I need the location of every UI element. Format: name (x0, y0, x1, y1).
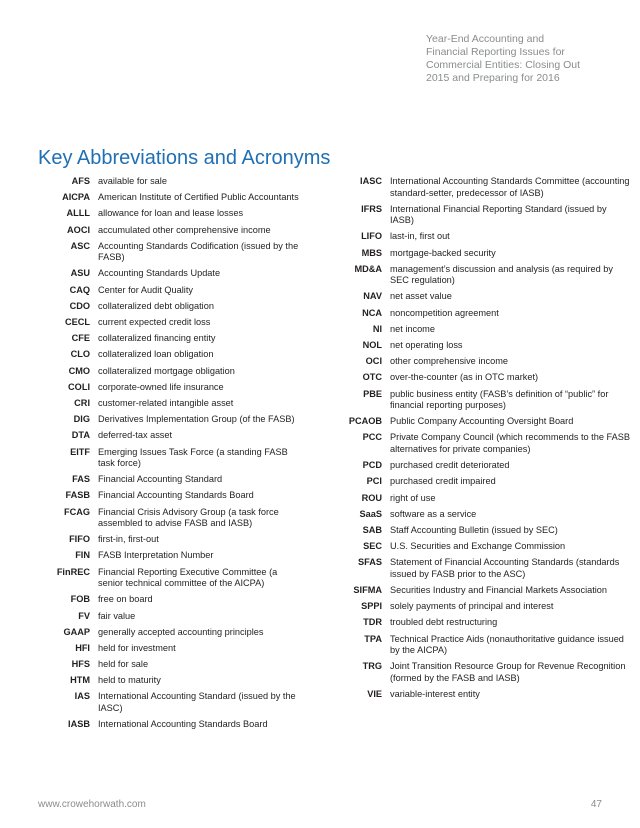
abbreviation-definition: right of use (390, 492, 436, 503)
abbreviation-term: FCAG (63, 506, 90, 517)
abbreviations-left-column (30, 176, 300, 735)
abbreviation-term: FIFO (69, 534, 90, 545)
abbreviation-definition: purchased credit deteriorated (390, 460, 510, 471)
abbreviation-term: OCI (365, 356, 382, 367)
header-line: 2015 and Preparing for 2016 (426, 72, 560, 84)
abbreviation-term: ALLL (66, 208, 90, 219)
abbreviation-term: MD&A (354, 263, 382, 274)
abbreviation-definition: Public Company Accounting Oversight Board (390, 416, 574, 427)
abbreviation-definition: Financial Accounting Standard (98, 474, 223, 485)
abbreviation-definition: purchased credit impaired (390, 476, 496, 487)
abbreviations-right-column (330, 176, 630, 705)
abbreviation-definition: Financial Reporting Executive Committee (a senior technical committee of the AICPA) (98, 566, 278, 589)
abbreviation-term: IAS (74, 691, 90, 702)
abbreviation-definition: generally accepted accounting principles (98, 626, 264, 637)
abbreviation-term: ASC (70, 240, 90, 251)
abbreviation-definition: accumulated other comprehensive income (98, 224, 271, 235)
abbreviation-definition: deferred-tax asset (98, 430, 173, 441)
abbreviation-term: CRI (74, 397, 90, 408)
abbreviation-term: DTA (71, 430, 90, 441)
abbreviation-definition: first-in, first-out (98, 534, 159, 545)
abbreviation-definition: collateralized debt obligation (98, 300, 214, 311)
abbreviation-row (30, 192, 300, 204)
abbreviation-term: NAV (363, 291, 382, 302)
abbreviation-term: PBE (363, 388, 382, 399)
abbreviation-term: TDR (363, 617, 382, 628)
abbreviation-row (30, 333, 300, 345)
abbreviation-term: ASU (70, 268, 90, 279)
abbreviation-definition: International Accounting Standard (issued by the IASC) (98, 691, 296, 713)
abbreviation-row (330, 308, 630, 320)
abbreviation-row (330, 372, 630, 384)
abbreviation-term: OTC (362, 372, 382, 383)
abbreviation-term: SEC (363, 541, 382, 552)
abbreviation-row (30, 567, 300, 590)
abbreviation-row (30, 382, 300, 394)
abbreviation-definition: U.S. Securities and Exchange Commission (390, 541, 566, 552)
abbreviation-term: MBS (361, 247, 382, 258)
abbreviation-row (330, 661, 630, 684)
abbreviation-row (330, 509, 630, 521)
abbreviation-term: SIFMA (353, 584, 382, 595)
abbreviation-definition: variable-interest entity (390, 688, 480, 699)
abbreviation-definition: Accounting Standards Codification (issued by the FASB) (98, 240, 299, 263)
abbreviation-definition: Center for Audit Quality (98, 284, 193, 295)
abbreviation-definition: Private Company Council (which recommends to the FASB alternatives for private companies) (390, 432, 630, 454)
abbreviation-row (30, 691, 300, 714)
header-line: Year-End Accounting and (426, 33, 545, 45)
abbreviation-term: PCC (362, 432, 382, 443)
abbreviation-row (30, 285, 300, 297)
abbreviation-row (30, 176, 300, 188)
page-number: 47 (590, 799, 602, 810)
abbreviation-row (330, 689, 630, 701)
abbreviation-row (330, 493, 630, 505)
abbreviation-term: FOB (70, 594, 90, 605)
abbreviation-row (30, 398, 300, 410)
abbreviation-row (330, 176, 630, 199)
abbreviation-term: FV (78, 610, 90, 621)
abbreviation-term: SPPI (361, 601, 382, 612)
abbreviation-row (30, 643, 300, 655)
abbreviation-term: TPA (364, 633, 382, 644)
abbreviation-row (30, 430, 300, 442)
abbreviation-term: CAQ (69, 284, 90, 295)
abbreviation-term: HTM (70, 675, 90, 686)
abbreviation-definition: net operating loss (390, 340, 463, 350)
abbreviation-term: SaaS (359, 508, 382, 519)
abbreviation-definition: management’s discussion and analysis (as required by SEC regulation) (390, 263, 614, 286)
abbreviation-definition: public business entity (FASB’s definition of “public” for financial reporting purposes) (390, 388, 609, 411)
abbreviation-row (330, 356, 630, 368)
abbreviation-definition: software as a service (390, 508, 477, 519)
abbreviation-row (30, 490, 300, 502)
abbreviation-term: IASB (68, 719, 90, 730)
abbreviation-definition: held for investment (98, 642, 176, 653)
abbreviation-definition: over-the-counter (as in OTC market) (390, 372, 539, 383)
abbreviation-row (330, 291, 630, 303)
abbreviation-definition: corporate-owned life insurance (98, 381, 224, 392)
abbreviation-row (30, 594, 300, 606)
abbreviation-definition: Statement of Financial Accounting Standards (standards issued by FASB prior to the ASC) (390, 557, 620, 579)
abbreviation-term: PCAOB (348, 416, 382, 427)
abbreviation-term: SAB (362, 524, 382, 535)
abbreviation-term: VIE (367, 688, 382, 699)
abbreviation-definition: FASB Interpretation Number (98, 550, 214, 561)
abbreviation-term: ROU (361, 492, 382, 503)
abbreviation-row (330, 460, 630, 472)
abbreviation-term: FIN (75, 550, 90, 561)
abbreviation-term: FAS (72, 474, 90, 485)
abbreviation-row (30, 675, 300, 687)
abbreviation-row (30, 534, 300, 546)
abbreviation-term: HFI (75, 642, 90, 653)
abbreviation-term: COLI (68, 381, 90, 392)
abbreviation-term: TRG (362, 661, 382, 672)
abbreviation-definition: collateralized loan obligation (98, 349, 214, 360)
abbreviation-definition: held for sale (98, 659, 149, 670)
abbreviation-row (30, 507, 300, 530)
abbreviation-term: NI (372, 323, 382, 334)
abbreviation-row (330, 324, 630, 336)
abbreviation-term: SFAS (358, 557, 382, 568)
abbreviation-definition: net income (390, 323, 435, 334)
abbreviation-row (30, 627, 300, 639)
abbreviation-term: AOCI (67, 224, 90, 235)
abbreviation-definition: Technical Practice Aids (nonauthoritative guidance issued by the AICPA) (390, 633, 624, 655)
abbreviation-term: CMO (68, 365, 90, 376)
document-header (426, 33, 626, 85)
abbreviation-row (30, 719, 300, 731)
footer-url[interactable]: www.crowehorwath.com (38, 799, 146, 810)
abbreviation-term: LIFO (361, 231, 382, 242)
abbreviation-row (330, 585, 630, 597)
abbreviation-definition: customer-related intangible asset (98, 397, 234, 408)
abbreviation-row (330, 248, 630, 260)
abbreviation-definition: available for sale (98, 176, 167, 186)
abbreviation-row (30, 349, 300, 361)
abbreviation-term: AFS (71, 176, 90, 186)
abbreviation-definition: Staff Accounting Bulletin (issued by SEC) (390, 524, 558, 535)
abbreviation-term: GAAP (63, 626, 90, 637)
abbreviation-definition: mortgage-backed security (390, 247, 496, 258)
abbreviation-term: PCD (362, 460, 382, 471)
abbreviation-definition: current expected credit loss (98, 317, 211, 327)
abbreviation-row (330, 634, 630, 657)
abbreviation-definition: Securities Industry and Financial Markets Association (390, 584, 608, 595)
abbreviation-term: HFS (71, 659, 90, 670)
abbreviation-row (330, 231, 630, 243)
abbreviation-definition: last-in, first out (390, 231, 450, 242)
abbreviation-row (30, 208, 300, 220)
abbreviation-row (30, 550, 300, 562)
abbreviation-term: CECL (64, 317, 90, 327)
abbreviation-row (30, 611, 300, 623)
abbreviation-definition: other comprehensive income (390, 356, 508, 367)
abbreviation-term: FinREC (56, 566, 90, 577)
page-title: Key Abbreviations and Acronyms (38, 147, 331, 169)
abbreviation-row (30, 301, 300, 313)
abbreviation-term: DIG (73, 414, 90, 425)
abbreviation-definition: fair value (98, 610, 136, 621)
abbreviation-row (30, 225, 300, 237)
abbreviation-row (30, 447, 300, 470)
abbreviation-row (30, 241, 300, 264)
abbreviation-row (330, 389, 630, 412)
abbreviation-row (330, 416, 630, 428)
abbreviation-definition: solely payments of principal and interest (390, 601, 554, 612)
abbreviation-term: AICPA (62, 192, 90, 203)
abbreviation-row (30, 414, 300, 426)
abbreviation-definition: Joint Transition Resource Group for Revenue Recognition (formed by the FASB and IASB) (390, 661, 626, 683)
abbreviation-row (30, 366, 300, 378)
abbreviation-row (330, 617, 630, 629)
abbreviation-definition: International Financial Reporting Standard (issued by IASB) (390, 203, 607, 226)
abbreviation-definition: allowance for loan and lease losses (98, 208, 244, 219)
abbreviation-term: EITF (70, 446, 90, 457)
header-line: Commercial Entities: Closing Out (426, 59, 581, 71)
abbreviation-definition: noncompetition agreement (390, 307, 499, 318)
abbreviation-row (330, 541, 630, 553)
abbreviation-definition: Accounting Standards Update (98, 268, 221, 279)
abbreviation-row (330, 432, 630, 455)
abbreviation-row (30, 474, 300, 486)
abbreviation-row (30, 317, 300, 329)
abbreviation-row (330, 264, 630, 287)
abbreviation-row (30, 268, 300, 280)
abbreviation-definition: American Institute of Certified Public Accountants (98, 192, 299, 203)
abbreviation-term: CLO (70, 349, 90, 360)
header-line: Financial Reporting Issues for (426, 46, 565, 58)
abbreviation-row (330, 204, 630, 227)
abbreviation-definition: Emerging Issues Task Force (a standing FASB task force) (98, 446, 288, 468)
abbreviation-row (330, 476, 630, 488)
abbreviation-definition: Derivatives Implementation Group (of the FASB) (98, 414, 295, 425)
abbreviation-definition: held to maturity (98, 675, 161, 686)
abbreviation-term: IFRS (361, 203, 382, 214)
abbreviation-term: CFE (71, 333, 90, 344)
abbreviation-term: IASC (360, 176, 382, 186)
abbreviation-definition: collateralized financing entity (98, 333, 216, 344)
abbreviation-definition: collateralized mortgage obligation (98, 365, 235, 376)
abbreviation-definition: free on board (98, 594, 153, 605)
abbreviation-definition: Financial Crisis Advisory Group (a task force assembled to advise FASB and IASB) (98, 506, 279, 529)
abbreviation-row (330, 525, 630, 537)
abbreviation-definition: International Accounting Standards Board (98, 719, 268, 730)
abbreviation-term: PCI (366, 476, 382, 487)
abbreviation-definition: troubled debt restructuring (390, 617, 498, 628)
abbreviation-definition: Financial Accounting Standards Board (98, 490, 254, 501)
abbreviation-row (330, 340, 630, 352)
abbreviation-term: CDO (69, 300, 90, 311)
abbreviation-row (30, 659, 300, 671)
abbreviation-row (330, 557, 630, 580)
abbreviation-definition: International Accounting Standards Committee (accounting standard-setter, predecessor of IASB) (390, 176, 630, 198)
abbreviation-term: FASB (65, 490, 90, 501)
abbreviation-definition: net asset value (390, 291, 452, 302)
abbreviation-term: NCA (362, 307, 382, 318)
abbreviation-term: NOL (362, 340, 382, 350)
abbreviation-row (330, 601, 630, 613)
